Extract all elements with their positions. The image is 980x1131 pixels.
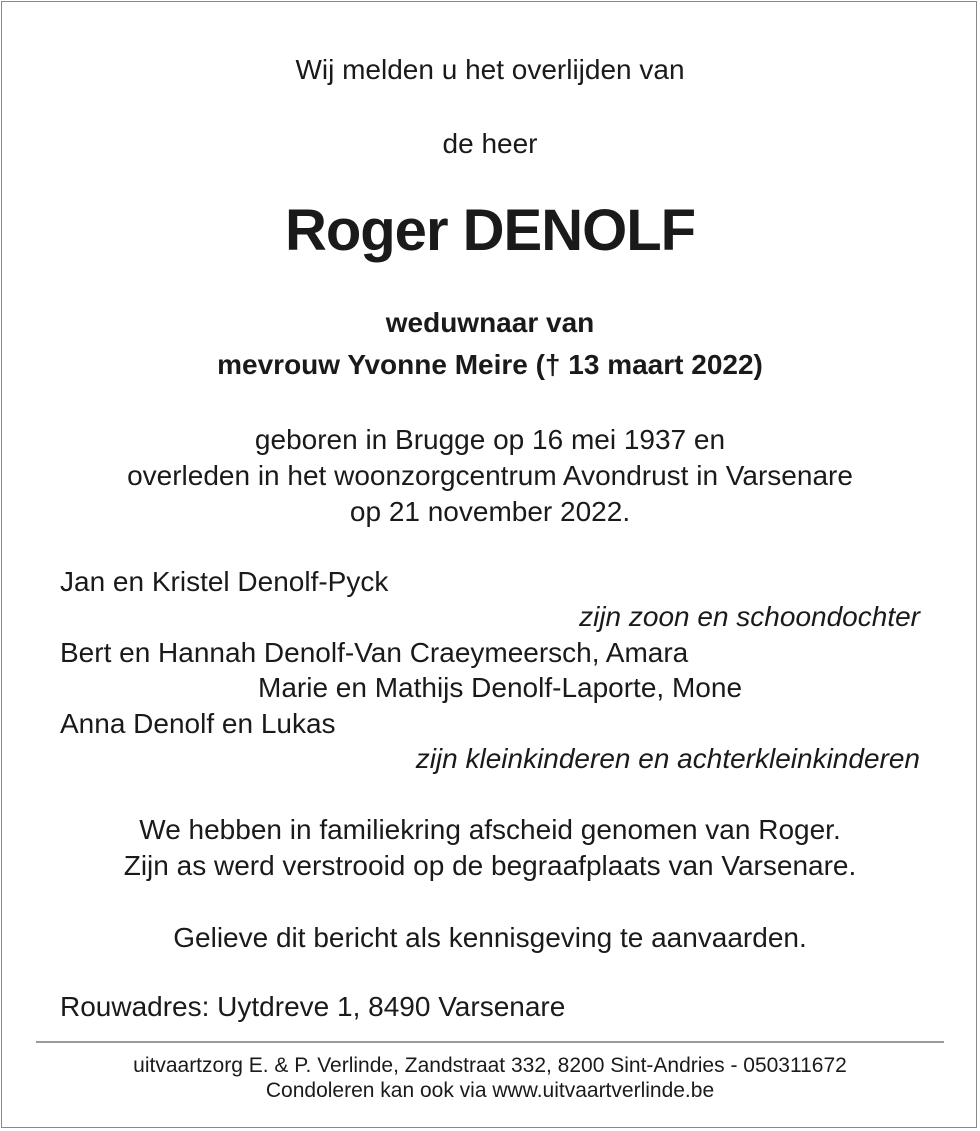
funeral-home-info: uitvaartzorg E. & P. Verlinde, Zandstraat 332, 8200 Sint-Andries - 050311672: [133, 1054, 847, 1077]
widower-line-2: mevrouw Yvonne Meire († 13 maart 2022): [217, 349, 763, 380]
intro-text: Wij melden u het overlijden van: [295, 54, 685, 85]
death-date-line: op 21 november 2022.: [349, 496, 631, 527]
widower-line-1: weduwnaar van: [385, 307, 595, 338]
family-son-names: Jan en Kristel Denolf-Pyck: [60, 566, 389, 597]
family-grandchildren-relation: zijn kleinkinderen en achterkleinkinderen: [415, 743, 920, 774]
notice-text: Gelieve dit bericht als kennisgeving te aanvaarden.: [173, 922, 807, 953]
death-line: overleden in het woonzorgcentrum Avondrust in Varsenare: [127, 460, 853, 491]
deceased-name: Roger DENOLF: [284, 198, 696, 263]
title-text: de heer: [442, 128, 538, 159]
family-grandchild-1: Bert en Hannah Denolf-Van Craeymeersch, Amara: [60, 637, 689, 668]
condolence-info: Condoleren kan ook via www.uitvaartverlinde.be: [265, 1079, 715, 1102]
birth-line: geboren in Brugge op 16 mei 1937 en: [254, 424, 726, 455]
footer-divider: [36, 1041, 944, 1043]
family-son-relation: zijn zoon en schoondochter: [579, 601, 920, 632]
farewell-line-1: We hebben in familiekring afscheid genomen van Roger.: [139, 814, 841, 845]
farewell-line-2: Zijn as werd verstrooid op de begraafplaats van Varsenare.: [123, 850, 857, 881]
family-grandchild-3: Anna Denolf en Lukas: [60, 708, 336, 739]
family-grandchild-2: Marie en Mathijs Denolf-Laporte, Mone: [258, 672, 743, 703]
mourning-address: Rouwadres: Uytdreve 1, 8490 Varsenare: [60, 991, 566, 1022]
